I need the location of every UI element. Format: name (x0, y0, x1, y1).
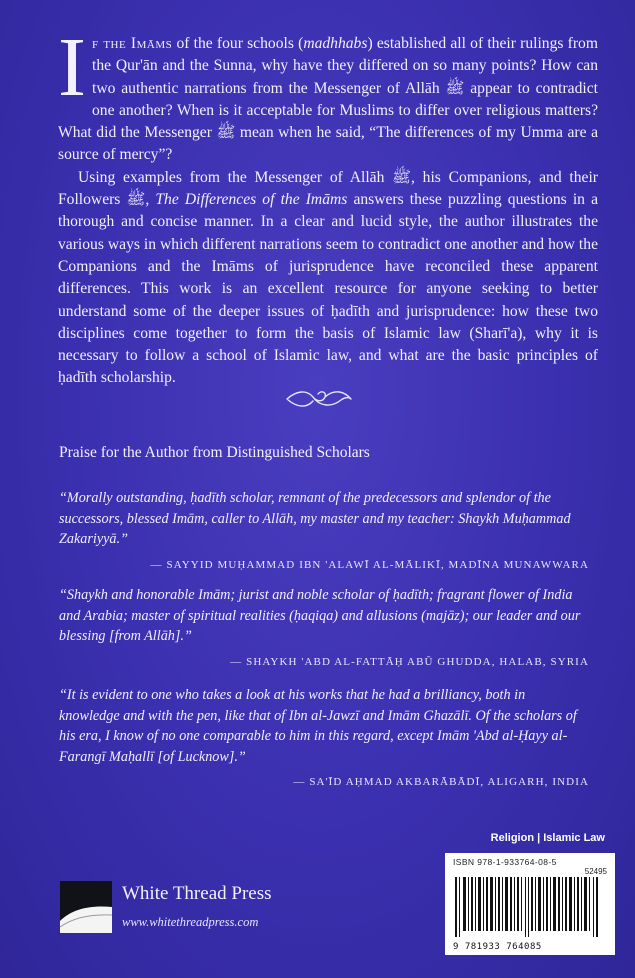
blurb-text: answers these puzzling questions in a thorough and concise manner. In a clear and lucid style, the author illustrates the various ways in which different narrations seem to contradict one another and how the Companions and the Imāms of jurisprudence have reconciled these apparent differences. This work is an excellent resource for anyone seeking to better understand some of the deeper issues of ḥadīth and jurisprudence: how these two disciplines come together to form the basis of Islamic law (Sharī'a), why it is necessary to follow a school of Islamic law, and what are the basic principles of ḥadīth scholarship. (58, 191, 598, 387)
publisher-name: White Thread Press (122, 883, 272, 904)
quote-attribution: — SAYYID MUḤAMMAD IBN 'ALAWĪ AL-MĀLIKĪ, MADĪNA MUNAWWARA (150, 558, 589, 571)
flourish-ornament-icon (283, 384, 355, 414)
book-title: The Differences of the Imāms (155, 191, 348, 209)
publisher-website: www.whitethreadpress.com (122, 915, 259, 929)
price-code: 52495 (584, 867, 607, 876)
praise-heading: Praise for the Author from Distinguished Scholars (59, 444, 370, 461)
quote-text: “Morally outstanding, ḥadīth scholar, remnant of the predecessors and splendor of the successors, blessed Imām, caller to Allāh, my master and my teacher: Shaykh Muḥammad Zakariyyā.” (59, 490, 571, 547)
isbn-barcode (445, 853, 615, 955)
blurb-paragraph-1 (58, 21, 598, 167)
quote-attribution: — SA'ĪD AḤMAD AKBARĀBĀDĪ, ALIGARH, INDIA (293, 776, 589, 788)
blurb (58, 21, 598, 390)
quote-text: “Shaykh and honorable Imām; jurist and noble scholar of ḥadīth; fragrant flower of India and Arabia; master of spiritual realities (ḥaqiqa) and allusions (majāz); our leader and our blessing [from Allāh].” (59, 587, 581, 644)
blurb-term: madhhabs (303, 35, 368, 52)
drop-cap: I (58, 21, 86, 114)
quote-attribution: — SHAYKH 'ABD AL-FATTĀḤ ABŪ GHUDDA, HALAB, SYRIA (230, 655, 589, 668)
category-label: Religion | Islamic Law (490, 832, 605, 844)
publisher-logo-icon (60, 881, 112, 933)
quote-block (59, 685, 589, 788)
barcode-bars-icon (455, 877, 605, 937)
quote-block (59, 585, 589, 668)
isbn-digits: 9 781933 764085 (453, 942, 542, 952)
blurb-paragraph-2 (58, 167, 598, 390)
blurb-lead: f the Imāms (91, 35, 173, 52)
quote-text: “It is evident to one who takes a look at his works that he had a brilliancy, both in knowledge and with the pen, like that of Ibn al-Jawzī and Imām Ghazālī. Of the scholars of his era, I know of no one comparable to him in this regard, except Imām 'Abd al-Ḥayy al-Farangī Maḥallī [of Lucknow].” (59, 687, 577, 765)
blurb-text: ) established all of their rulings from the Qur'ān and the Sunna, why have they differed on so many points? How can two authentic narrations from the Messenger of Allāh ﷺ appear to contradict one another? When is it acceptable for Muslims to differ over religious matters? What did the Messenger ﷺ mean when he said, “The differences of my Umma are a source of mercy”? (58, 35, 598, 164)
quote-block (59, 488, 589, 571)
isbn-number: ISBN 978-1-933764-08-5 (453, 857, 557, 867)
blurb-text: of the four schools ( (172, 35, 304, 52)
blurb-text: Using examples from the Messenger of Allāh ﷺ, his Companions, and their Followers ﷺ, (58, 168, 598, 209)
